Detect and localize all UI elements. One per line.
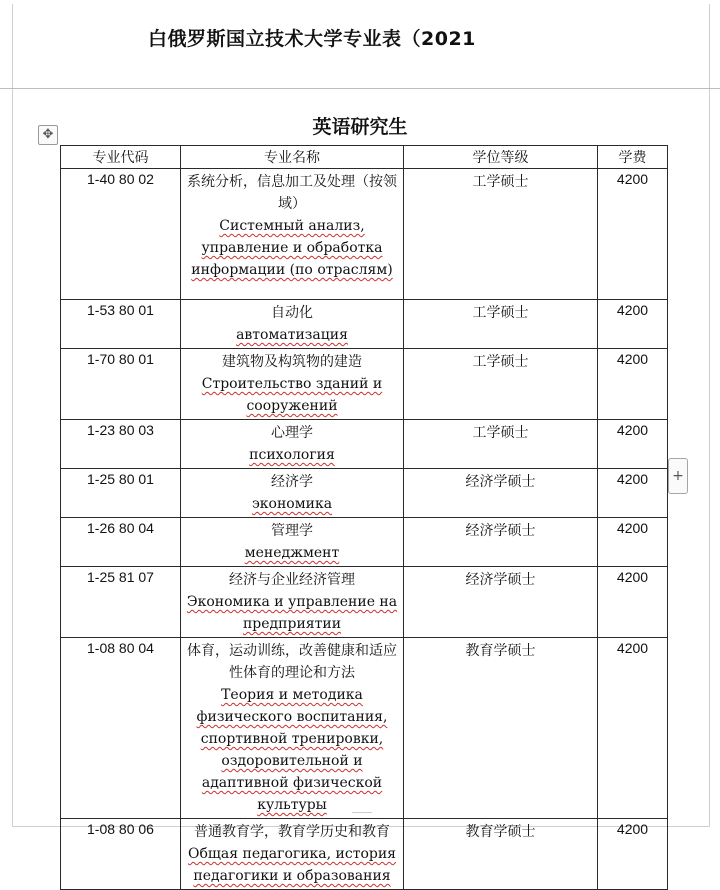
- degree-level: 工学硕士: [404, 169, 598, 300]
- major-name: [181, 819, 404, 890]
- major-code: 1-25 80 01: [61, 469, 181, 518]
- major-name-zh: 体育，运动训练，改善健康和适应性体育的理论和方法: [187, 643, 397, 681]
- header-degree: 学位等级: [404, 146, 598, 169]
- header-fee: 学费: [598, 146, 668, 169]
- table-row: [61, 420, 668, 469]
- tuition-fee: 4200: [598, 819, 668, 890]
- table-move-handle-icon[interactable]: ✥: [38, 125, 58, 145]
- major-code: 1-26 80 04: [61, 518, 181, 567]
- section-title: 英语研究生: [312, 116, 408, 138]
- major-name-ru: менеджмент: [244, 545, 340, 561]
- major-name-zh: 建筑物及构筑物的建造: [222, 354, 362, 370]
- major-code: 1-23 80 03: [61, 420, 181, 469]
- degree-level: 经济学硕士: [404, 567, 598, 638]
- major-name-zh: 普通教育学，教育学历史和教育: [194, 824, 390, 840]
- major-code: 1-08 80 06: [61, 819, 181, 890]
- document-title: 白俄罗斯国立技术大学专业表（2021: [148, 28, 476, 50]
- page-divider: [352, 812, 372, 821]
- tuition-fee: 4200: [598, 349, 668, 420]
- major-name-ru: экономика: [251, 496, 333, 512]
- table-row: [61, 518, 668, 567]
- major-name: [181, 638, 404, 819]
- major-name: [181, 469, 404, 518]
- major-name: [181, 169, 404, 300]
- major-name-ru: автоматизация: [236, 327, 348, 343]
- major-name-zh: 心理学: [271, 425, 313, 441]
- major-name-ru: Общая педагогика, история педагогики и образования: [187, 846, 397, 884]
- major-name-zh: 自动化: [271, 305, 313, 321]
- degree-level: 工学硕士: [404, 349, 598, 420]
- header-name: 专业名称: [181, 146, 404, 169]
- tuition-fee: 4200: [598, 567, 668, 638]
- table-row: [61, 567, 668, 638]
- table-row: [61, 300, 668, 349]
- majors-table: [60, 145, 668, 890]
- major-code: 1-25 81 07: [61, 567, 181, 638]
- major-code: 1-08 80 04: [61, 638, 181, 819]
- tuition-fee: 4200: [598, 469, 668, 518]
- tuition-fee: 4200: [598, 300, 668, 349]
- major-name-ru: Теория и методика физического воспитания, спортивной тренировки, оздоровительной и адаптивной физической культуры: [196, 687, 388, 813]
- degree-level: 经济学硕士: [404, 518, 598, 567]
- header-code: 专业代码: [61, 146, 181, 169]
- major-code: 1-40 80 02: [61, 169, 181, 300]
- degree-level: 经济学硕士: [404, 469, 598, 518]
- tuition-fee: 4200: [598, 518, 668, 567]
- major-name: [181, 567, 404, 638]
- tuition-fee: 4200: [598, 638, 668, 819]
- table-row: [61, 169, 668, 300]
- tuition-fee: 4200: [598, 169, 668, 300]
- major-name: [181, 300, 404, 349]
- table-row: [61, 469, 668, 518]
- major-name-ru: Системный анализ, управление и обработка информации (по отраслям): [191, 218, 393, 278]
- major-name-zh: 经济学: [271, 474, 313, 490]
- major-name-zh: 系统分析，信息加工及处理（按领域）: [187, 174, 397, 212]
- table-header-row: [61, 146, 668, 169]
- major-name-ru: Экономика и управление на предприятии: [186, 594, 398, 632]
- table-row: [61, 638, 668, 819]
- tuition-fee: 4200: [598, 420, 668, 469]
- degree-level: 教育学硕士: [404, 638, 598, 819]
- table-row: [61, 819, 668, 890]
- major-name: [181, 518, 404, 567]
- table-row: [61, 349, 668, 420]
- degree-level: 教育学硕士: [404, 819, 598, 890]
- degree-level: 工学硕士: [404, 300, 598, 349]
- major-code: 1-53 80 01: [61, 300, 181, 349]
- major-name: [181, 420, 404, 469]
- major-name-ru: Строительство зданий и сооружений: [201, 376, 383, 414]
- major-name-ru: психология: [249, 447, 335, 463]
- major-name: [181, 349, 404, 420]
- page-header: [0, 0, 720, 89]
- major-name-zh: 经济与企业经济管理: [229, 572, 355, 588]
- add-column-plus-icon[interactable]: +: [668, 458, 688, 494]
- major-code: 1-70 80 01: [61, 349, 181, 420]
- major-name-zh: 管理学: [271, 523, 313, 539]
- degree-level: 工学硕士: [404, 420, 598, 469]
